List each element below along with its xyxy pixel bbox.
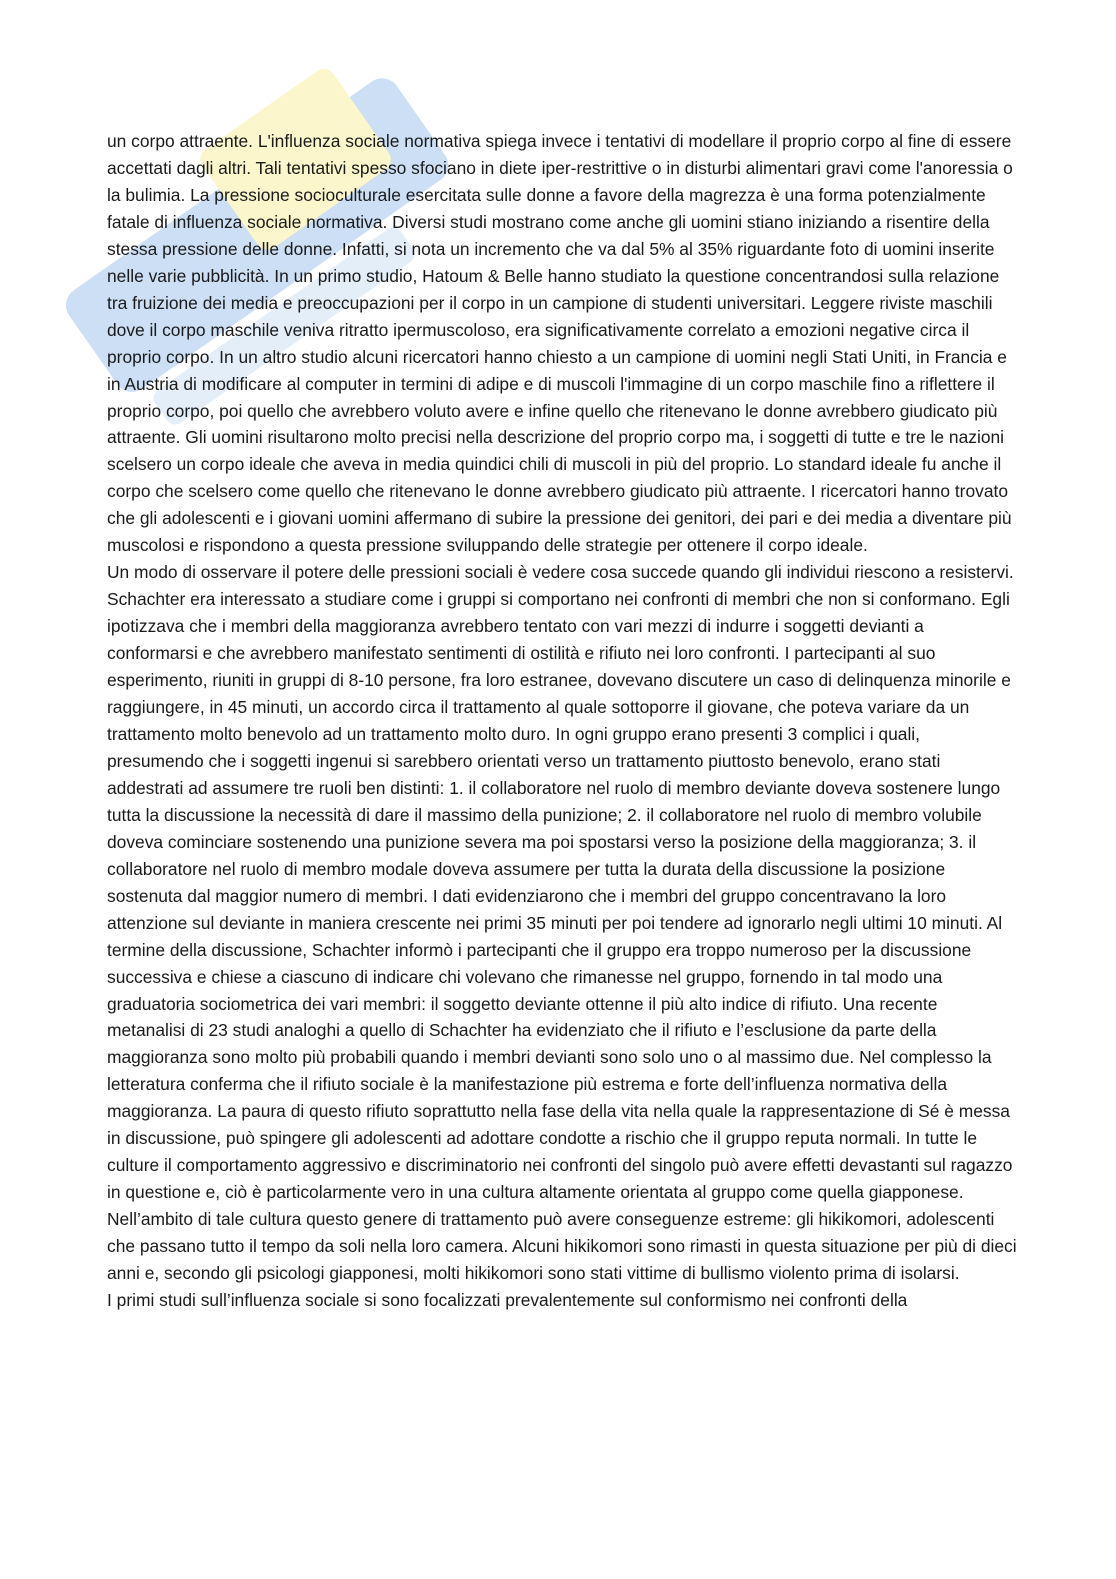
- document-body: [107, 128, 1017, 1314]
- paragraph-body-image: un corpo attraente. L'influenza sociale normativa spiega invece i tentativi di modellare il proprio corpo al fine di essere accettati dagli altri. Tali tentativi spesso sfociano in diete iper-restrittive o in disturbi alimentari gravi come l'anoressia o la bulimia. La pressione socioculturale esercitata sulle donne a favore della magrezza è una forma potenzialmente fatale di influenza sociale normativa. Diversi studi mostrano come anche gli uomini stiano iniziando a risentire della stessa pressione delle donne. Infatti, si nota un incremento che va dal 5% al 35% riguardante foto di uomini inserite nelle varie pubblicità. In un primo studio, Hatoum & Belle hanno studiato la questione concentrandosi sulla relazione tra fruizione dei media e preoccupazioni per il corpo in un campione di studenti universitari. Leggere riviste maschili dove il corpo maschile veniva ritratto ipermuscoloso, era significativamente correlato a emozioni negative circa il proprio corpo. In un altro studio alcuni ricercatori hanno chiesto a un campione di uomini negli Stati Uniti, in Francia e in Austria di modificare al computer in termini di adipe e di muscoli l'immagine di un corpo maschile fino a riflettere il proprio corpo, poi quello che avrebbero voluto avere e infine quello che ritenevano le donne avrebbero giudicato più attraente. Gli uomini risultarono molto precisi nella descrizione del proprio corpo ma, i soggetti di tutte e tre le nazioni scelsero un corpo ideale che aveva in media quindici chili di muscoli in più del proprio. Lo standard ideale fu anche il corpo che scelsero come quello che ritenevano le donne avrebbero giudicato più attraente. I ricercatori hanno trovato che gli adolescenti e i giovani uomini affermano di subire la pressione dei genitori, dei pari e dei media a diventare più muscolosi e rispondono a questa pressione sviluppando delle strategie per ottenere il corpo ideale.: [107, 131, 1013, 556]
- paragraph-schachter-experiment: Un modo di osservare il potere delle pressioni sociali è vedere cosa succede quando gli individui riescono a resistervi. Schachter era interessato a studiare come i gruppi si comportano nei confronti di membri che non si conformano. Egli ipotizzava che i membri della maggioranza avrebbero tentato con vari mezzi di indurre i soggetti devianti a conformarsi e che avrebbero manifestato sentimenti di ostilità e rifiuto nei loro confronti. I partecipanti al suo esperimento, riuniti in gruppi di 8-10 persone, fra loro estranee, dovevano discutere un caso di delinquenza minorile e raggiungere, in 45 minuti, un accordo circa il trattamento al quale sottoporre il giovane, che poteva variare da un trattamento molto benevolo ad un trattamento molto duro. In ogni gruppo erano presenti 3 complici i quali, presumendo che i soggetti ingenui si sarebbero orientati verso un trattamento piuttosto benevolo, erano stati addestrati ad assumere tre ruoli ben distinti: 1. il collaboratore nel ruolo di membro deviante doveva sostenere lungo tutta la discussione la necessità di dare il massimo della punizione; 2. il collaboratore nel ruolo di membro volubile doveva cominciare sostenendo una punizione severa ma poi spostarsi verso la posizione della maggioranza; 3. il collaboratore nel ruolo di membro modale doveva assumere per tutta la durata della discussione la posizione sostenuta dal maggior numero di membri. I dati evidenziarono che i membri del gruppo concentravano la loro attenzione sul deviante in maniera crescente nei primi 35 minuti per poi tendere ad ignorarlo negli ultimi 10 minuti. Al termine della discussione, Schachter informò i partecipanti che il gruppo era troppo numeroso per la discussione successiva e chiese a ciascuno di indicare chi volevano che rimanesse nel gruppo, fornendo in tal modo una graduatoria sociometrica dei vari membri: il soggetto deviante ottenne il più alto indice di rifiuto. Una recente metanalisi di 23 studi analoghi a quello di Schachter ha evidenziato che il rifiuto e l’esclusione da parte della maggioranza sono molto più probabili quando i membri devianti sono solo uno o al massimo due. Nel complesso la letteratura conferma che il rifiuto sociale è la manifestazione più estrema e forte dell’influenza normativa della maggioranza. La paura di questo rifiuto soprattutto nella fase della vita nella quale la rappresentazione di Sé è messa in discussione, può spingere gli adolescenti ad adottare condotte a rischio che il gruppo reputa normali. In tutte le culture il comportamento aggressivo e discriminatorio nei confronti del singolo può avere effetti devastanti sul ragazzo in questione e, ciò è particolarmente vero in una cultura altamente orientata al gruppo come quella giapponese. Nell’ambito di tale cultura questo genere di trattamento può avere conseguenze estreme: gli hikikomori, adolescenti che passano tutto il tempo da soli nella loro camera. Alcuni hikikomori sono rimasti in questa situazione per più di dieci anni e, secondo gli psicologi giapponesi, molti hikikomori sono stati vittime di bullismo violento prima di isolarsi.: [107, 562, 1017, 1284]
- paragraph-first-studies: I primi studi sull’influenza sociale si sono focalizzati prevalentemente sul conformismo nei confronti della: [107, 1289, 908, 1310]
